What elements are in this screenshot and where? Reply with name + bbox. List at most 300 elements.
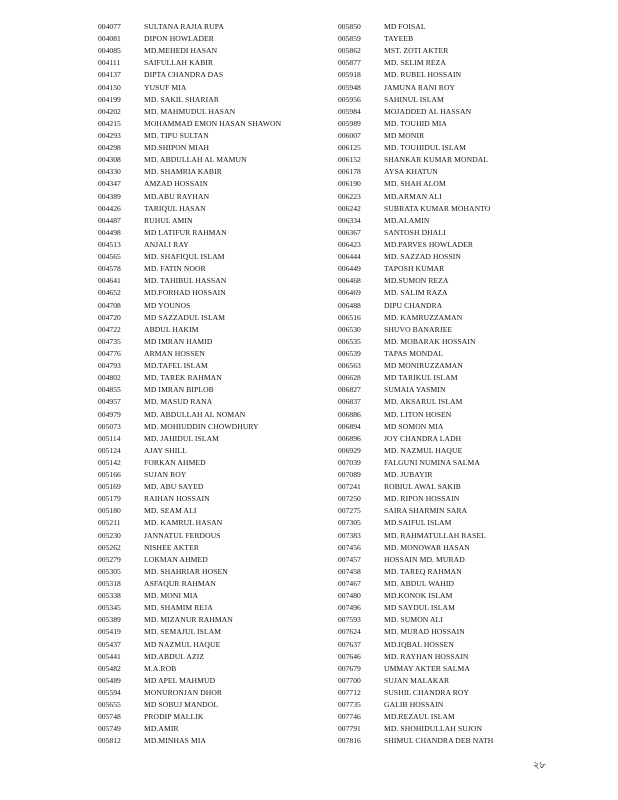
person-name: MONURONJAN DHOR: [144, 688, 223, 698]
person-name: MD.TAFEL ISLAM: [144, 361, 208, 371]
person-name: MD.MEHEDI HASAN: [144, 46, 218, 56]
list-row: [338, 178, 493, 190]
list-row: [98, 614, 281, 626]
registration-code: 007458: [338, 566, 361, 576]
person-name: TARIQUL HASAN: [144, 203, 206, 213]
registration-code: 007735: [338, 700, 361, 710]
person-name: MD. SHAH ALOM: [384, 179, 446, 189]
person-name: MD. JAHIDUL ISLAM: [144, 433, 220, 443]
registration-code: 006334: [338, 215, 361, 225]
registration-code: 006929: [338, 445, 361, 455]
registration-code: 007241: [338, 482, 361, 492]
registration-code: 004498: [98, 227, 121, 237]
registration-code: 005262: [98, 542, 121, 552]
registration-code: 006539: [338, 348, 361, 358]
registration-code: 005169: [98, 482, 121, 492]
registration-code: 005166: [98, 470, 121, 480]
person-name: MD. SEMAJUL ISLAM: [144, 627, 222, 637]
registration-code: 004578: [98, 264, 121, 274]
list-row: [98, 118, 281, 130]
list-row: [98, 94, 281, 106]
registration-code: 006423: [338, 239, 361, 249]
registration-code: 007700: [338, 675, 361, 685]
list-row: [338, 239, 493, 251]
list-row: [98, 130, 281, 142]
registration-code: 006152: [338, 155, 361, 165]
registration-code: 004298: [98, 143, 121, 153]
list-row: [98, 227, 281, 239]
person-name: MD NAZMUL HAQUE: [144, 639, 221, 649]
list-row: [338, 203, 493, 215]
registration-code: 006535: [338, 336, 361, 346]
person-name: MD. ABDUL WAHID: [384, 579, 455, 589]
person-name: MD. SELIM REZA: [384, 58, 446, 68]
list-row: [338, 590, 493, 602]
registration-code: 006469: [338, 288, 361, 298]
person-name: MD. SALIM RAZA: [384, 288, 448, 298]
list-row: [338, 360, 493, 372]
list-row: [98, 566, 281, 578]
registration-code: 004308: [98, 155, 121, 165]
registration-code: 004957: [98, 397, 121, 407]
person-name: MD. SEAM ALI: [144, 506, 197, 516]
list-row: [338, 445, 493, 457]
registration-code: 005179: [98, 494, 121, 504]
list-row: [98, 348, 281, 360]
person-name: MD.ALAMIN: [384, 215, 430, 225]
registration-code: 004708: [98, 300, 121, 310]
list-row: [338, 711, 493, 723]
person-name: FORKAN AHMED: [144, 457, 206, 467]
list-row: [338, 505, 493, 517]
person-name: MD. RAHMATULLAH RASEL: [384, 530, 486, 540]
registration-code: 007480: [338, 591, 361, 601]
person-name: MD. SUMON ALI: [384, 615, 443, 625]
list-row: [338, 215, 493, 227]
registration-code: 005862: [338, 46, 361, 56]
person-name: MD. MOBARAK HOSSAIN: [384, 336, 476, 346]
registration-code: 005812: [98, 736, 121, 746]
person-name: SAHINUL ISLAM: [384, 94, 444, 104]
list-row: [338, 409, 493, 421]
list-row: [338, 457, 493, 469]
person-name: MD. RIPON HOSSAIN: [384, 494, 460, 504]
list-row: [338, 396, 493, 408]
person-name: MD. MASUD RANA: [144, 397, 213, 407]
person-name: DIPTA CHANDRA DAS: [144, 70, 224, 80]
person-name: SUMAIA YASMIN: [384, 385, 446, 395]
list-row: [98, 82, 281, 94]
registration-code: 004802: [98, 373, 121, 383]
list-row: [338, 227, 493, 239]
registration-code: 006190: [338, 179, 361, 189]
list-row: [98, 675, 281, 687]
list-row: [338, 530, 493, 542]
list-row: [338, 33, 493, 45]
registration-code: 004855: [98, 385, 121, 395]
list-row: [338, 94, 493, 106]
list-row: [338, 433, 493, 445]
registration-code: 004293: [98, 130, 121, 140]
person-name: MD MONIR: [384, 130, 425, 140]
registration-code: 005984: [338, 106, 361, 116]
list-row: [98, 723, 281, 735]
person-name: MD SOMON MIA: [384, 421, 444, 431]
list-row: [338, 336, 493, 348]
registration-code: 007679: [338, 663, 361, 673]
list-row: [338, 372, 493, 384]
registration-code: 005956: [338, 94, 361, 104]
person-name: MD.AMIR: [144, 724, 179, 734]
person-name: DIPU CHANDRA: [384, 300, 443, 310]
person-name: AJAY SHILL: [144, 445, 187, 455]
person-name: MD. MAHMUDUL HASAN: [144, 106, 236, 116]
list-row: [338, 421, 493, 433]
list-row: [338, 566, 493, 578]
list-row: [338, 384, 493, 396]
registration-code: 006563: [338, 361, 361, 371]
person-name: MD SOBUJ MANDOL: [144, 700, 219, 710]
list-row: [338, 287, 493, 299]
person-name: ARMAN HOSSEN: [144, 348, 205, 358]
registration-code: 004347: [98, 179, 121, 189]
list-row: [98, 21, 281, 33]
list-row: [98, 396, 281, 408]
list-row: [98, 312, 281, 324]
person-name: MD. ABU SAYED: [144, 482, 204, 492]
registration-code: 006488: [338, 300, 361, 310]
list-row: [98, 142, 281, 154]
registration-code: 005850: [338, 22, 361, 31]
registration-code: 005211: [98, 518, 121, 528]
registration-code: 005489: [98, 675, 121, 685]
list-row: [98, 178, 281, 190]
person-name: MD.KONOK ISLAM: [384, 591, 453, 601]
person-name: MD. LITON HOSEN: [384, 409, 452, 419]
registration-code: 004111: [98, 58, 121, 68]
registration-code: 004330: [98, 167, 121, 177]
person-name: MD. KAMRUL HASAN: [144, 518, 223, 528]
registration-code: 004652: [98, 288, 121, 298]
person-name: AYSA KHATUN: [384, 167, 438, 177]
person-name: ASFAQUR RAHMAN: [144, 579, 216, 589]
registration-code: 007383: [338, 530, 361, 540]
list-row: [98, 57, 281, 69]
list-row: [338, 699, 493, 711]
person-name: MD TARIKUL ISLAM: [384, 373, 458, 383]
registration-code: 006468: [338, 276, 361, 286]
list-row: [98, 409, 281, 421]
registration-code: 006007: [338, 130, 361, 140]
person-name: SUSHIL CHANDRA ROY: [384, 688, 470, 698]
registration-code: 004487: [98, 215, 121, 225]
list-row: [98, 626, 281, 638]
registration-code: 006628: [338, 373, 361, 383]
list-row: [338, 493, 493, 505]
person-name: UMMAY AKTER SALMA: [384, 663, 470, 673]
person-name: NISHEE AKTER: [144, 542, 199, 552]
registration-code: 004720: [98, 312, 121, 322]
registration-code: 005318: [98, 579, 121, 589]
list-row: [98, 275, 281, 287]
registration-code: 005918: [338, 70, 361, 80]
registration-code: 006449: [338, 264, 361, 274]
registration-code: 007624: [338, 627, 361, 637]
registration-code: 005338: [98, 591, 121, 601]
registration-code: 005594: [98, 688, 121, 698]
registration-code: 004077: [98, 22, 121, 31]
list-row: [98, 554, 281, 566]
registration-code: 004137: [98, 70, 121, 80]
list-row: [338, 614, 493, 626]
list-row: [338, 312, 493, 324]
registration-code: 006530: [338, 324, 361, 334]
list-row: [98, 33, 281, 45]
list-row: [338, 687, 493, 699]
left-column-list: [98, 21, 281, 748]
list-row: [338, 554, 493, 566]
person-name: MD.SAIFUL ISLAM: [384, 518, 452, 528]
person-name: JANNATUL FERDOUS: [144, 530, 221, 540]
person-name: RUHUL AMIN: [144, 215, 193, 225]
person-name: MD. NAZMUL HAQUE: [384, 445, 463, 455]
registration-code: 004081: [98, 34, 121, 44]
person-name: YUSUF MIA: [144, 82, 187, 92]
list-row: [338, 324, 493, 336]
person-name: MD FOISAL: [384, 22, 426, 31]
registration-code: 005345: [98, 603, 121, 613]
person-name: MD. MIZANUR RAHMAN: [144, 615, 233, 625]
registration-code: 006837: [338, 397, 361, 407]
list-row: [338, 45, 493, 57]
registration-code: 007712: [338, 688, 361, 698]
registration-code: 004513: [98, 239, 121, 249]
list-row: [98, 251, 281, 263]
list-row: [338, 663, 493, 675]
person-name: MD. MURAD HOSSAIN: [384, 627, 465, 637]
person-name: M.A.ROB: [144, 663, 177, 673]
registration-code: 007593: [338, 615, 361, 625]
person-name: MD SAZZADUL ISLAM: [144, 312, 226, 322]
list-row: [98, 493, 281, 505]
person-name: MD.ABU RAYHAN: [144, 191, 210, 201]
person-name: TAPAS MONDAL: [384, 348, 444, 358]
registration-code: 007637: [338, 639, 361, 649]
list-row: [98, 421, 281, 433]
registration-code: 004085: [98, 46, 121, 56]
person-name: MD. SHOHIDULLAH SUJON: [384, 724, 483, 734]
list-row: [98, 578, 281, 590]
registration-code: 007089: [338, 470, 361, 480]
person-name: JAMUNA RANI ROY: [384, 82, 456, 92]
registration-code: 006367: [338, 227, 361, 237]
person-name: SUBRATA KUMAR MOHANTO: [384, 203, 491, 213]
registration-code: 007791: [338, 724, 361, 734]
person-name: MD. ABDULLAH AL MAMUN: [144, 155, 247, 165]
list-row: [338, 251, 493, 263]
person-name: MD. AKSARUL ISLAM: [384, 397, 463, 407]
list-row: [98, 517, 281, 529]
list-row: [98, 735, 281, 747]
list-row: [338, 191, 493, 203]
person-name: MD LATIFUR RAHMAN: [144, 227, 227, 237]
list-row: [338, 651, 493, 663]
person-name: MOJADDED AL HASSAN: [384, 106, 472, 116]
list-row: [98, 505, 281, 517]
list-row: [338, 517, 493, 529]
list-row: [338, 481, 493, 493]
person-name: MD. SHAFIQUL ISLAM: [144, 252, 225, 262]
person-name: MD. SHAHRIAR HOSEN: [144, 566, 228, 576]
list-row: [338, 723, 493, 735]
registration-code: 005482: [98, 663, 121, 673]
person-name: SAIRA SHARMIN SARA: [384, 506, 468, 516]
person-name: LOKMAN AHMED: [144, 554, 208, 564]
person-name: MD. RUBEL HOSSAIN: [384, 70, 462, 80]
person-name: JOY CHANDRA LADH: [384, 433, 462, 443]
registration-code: 006223: [338, 191, 361, 201]
right-column-list: [338, 21, 493, 748]
list-row: [98, 106, 281, 118]
list-row: [98, 300, 281, 312]
registration-code: 005180: [98, 506, 121, 516]
person-name: SANTOSH DHALI: [384, 227, 446, 237]
person-name: MD.PARVES HOWLADER: [384, 239, 474, 249]
person-name: GALIB HOSSAIN: [384, 700, 444, 710]
registration-code: 007816: [338, 736, 361, 746]
list-row: [98, 360, 281, 372]
person-name: TAPOSH KUMAR: [384, 264, 445, 274]
person-name: MD. TAHIBUL HASSAN: [144, 276, 227, 286]
person-name: MD MONIRUZZAMAN: [384, 361, 463, 371]
registration-code: 005073: [98, 421, 121, 431]
registration-code: 007039: [338, 457, 361, 467]
list-row: [98, 542, 281, 554]
list-row: [98, 203, 281, 215]
list-row: [338, 626, 493, 638]
page-number: ২৮: [533, 760, 546, 771]
registration-code: 004199: [98, 94, 121, 104]
registration-code: 006242: [338, 203, 361, 213]
list-row: [98, 336, 281, 348]
person-name: MD YOUNOS: [144, 300, 191, 310]
person-name: AMZAD HOSSAIN: [144, 179, 208, 189]
list-row: [338, 57, 493, 69]
registration-code: 005142: [98, 457, 121, 467]
registration-code: 004722: [98, 324, 121, 334]
person-name: MD. MONOWAR HASAN: [384, 542, 470, 552]
registration-code: 004641: [98, 276, 121, 286]
list-row: [98, 384, 281, 396]
person-name: FALGUNI NUMINA SALMA: [384, 457, 480, 467]
person-name: MD. SAKIL SHARIAR: [144, 94, 220, 104]
person-name: SAIFULLAH KABIR: [144, 58, 214, 68]
list-row: [98, 602, 281, 614]
list-row: [338, 300, 493, 312]
person-name: MD. SAZZAD HOSSIN: [384, 252, 462, 262]
person-name: MD IMRAN HAMID: [144, 336, 213, 346]
registration-code: 007746: [338, 712, 361, 722]
list-row: [98, 215, 281, 227]
registration-code: 004735: [98, 336, 121, 346]
person-name: SHANKAR KUMAR MONDAL: [384, 155, 489, 165]
person-name: MD. TAREK RAHMAN: [144, 373, 222, 383]
registration-code: 007457: [338, 554, 361, 564]
list-row: [98, 239, 281, 251]
person-name: SHIMUL CHANDRA DEB NATH: [384, 736, 494, 746]
person-name: RAIHAN HOSSAIN: [144, 494, 210, 504]
person-name: MOHAMMAD EMON HASAN SHAWON: [144, 118, 282, 128]
registration-code: 005305: [98, 566, 121, 576]
registration-code: 007305: [338, 518, 361, 528]
person-name: MD. TOUHIDUL ISLAM: [384, 143, 467, 153]
list-row: [98, 433, 281, 445]
list-row: [338, 578, 493, 590]
list-row: [338, 639, 493, 651]
list-row: [98, 530, 281, 542]
list-row: [98, 457, 281, 469]
list-row: [98, 445, 281, 457]
list-row: [98, 191, 281, 203]
person-name: MD.ABDUL AZIZ: [144, 651, 205, 661]
registration-code: 006516: [338, 312, 361, 322]
list-row: [338, 21, 493, 33]
person-name: MD. SHAMIM REJA: [144, 603, 213, 613]
person-name: MD. MONI MIA: [144, 591, 199, 601]
registration-code: 006827: [338, 385, 361, 395]
registration-code: 005279: [98, 554, 121, 564]
registration-code: 004776: [98, 348, 121, 358]
registration-code: 004426: [98, 203, 121, 213]
registration-code: 005655: [98, 700, 121, 710]
registration-code: 006444: [338, 252, 361, 262]
person-name: MD SAYDUL ISLAM: [384, 603, 455, 613]
registration-code: 007250: [338, 494, 361, 504]
list-row: [338, 675, 493, 687]
registration-code: 004202: [98, 106, 121, 116]
registration-code: 004565: [98, 252, 121, 262]
person-name: MD.IQBAL HOSSEN: [384, 639, 454, 649]
person-name: MD. JUBAYIR: [384, 470, 433, 480]
list-row: [338, 106, 493, 118]
person-name: MD. KAMRUZZAMAN: [384, 312, 463, 322]
list-row: [338, 69, 493, 81]
registration-code: 005989: [338, 118, 361, 128]
list-row: [98, 663, 281, 675]
person-name: SHUVO BANARJEE: [384, 324, 453, 334]
person-name: MD. TOUHID MIA: [384, 118, 447, 128]
list-row: [98, 481, 281, 493]
registration-code: 005114: [98, 433, 121, 443]
person-name: ANJALI RAY: [144, 239, 189, 249]
list-row: [98, 590, 281, 602]
registration-code: 005948: [338, 82, 361, 92]
list-row: [98, 687, 281, 699]
registration-code: 005437: [98, 639, 121, 649]
person-name: MD. SHAMRIA KABIR: [144, 167, 222, 177]
person-name: MD.ARMAN ALI: [384, 191, 442, 201]
list-row: [98, 69, 281, 81]
person-name: PRODIP MALLIK: [144, 712, 204, 722]
person-name: MD.SHIPON MIAH: [144, 143, 210, 153]
person-name: MD APEL MAHMUD: [144, 675, 216, 685]
list-row: [338, 154, 493, 166]
registration-code: 007456: [338, 542, 361, 552]
registration-code: 006178: [338, 167, 361, 177]
person-name: MD. TAREQ RAHMAN: [384, 566, 462, 576]
person-name: MD.MINHAS MIA: [144, 736, 207, 746]
list-row: [98, 699, 281, 711]
